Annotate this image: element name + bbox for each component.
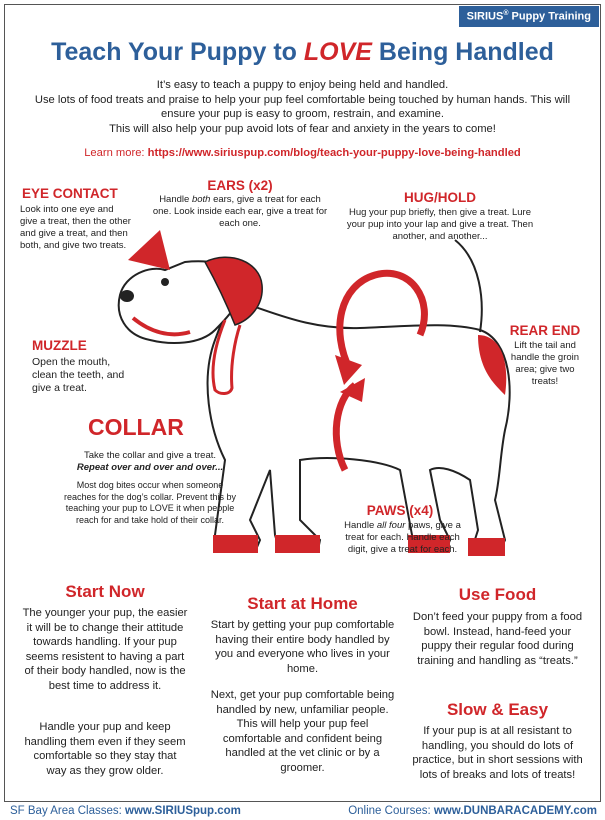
learn-more-label: Learn more: xyxy=(84,147,148,159)
paw-front-left-icon xyxy=(213,535,258,553)
brand-tagline: Puppy Training xyxy=(511,10,591,23)
start-now-p2: Handle your pup and keep handling them even if they seem comfortable so they stay that way as they grow older. xyxy=(24,721,186,777)
use-food-title: Use Food xyxy=(458,585,537,604)
eye-contact-title: EYE CONTACT xyxy=(22,186,118,201)
rear-end-text: Lift the tail and handle the groin area; give two treats! xyxy=(510,340,580,387)
ears-text-emph: both xyxy=(191,194,211,205)
ears-text-a: Handle xyxy=(159,194,192,205)
start-home-title: Start at Home xyxy=(247,594,358,613)
footer-right-label: Online Courses: xyxy=(348,805,434,817)
ears-text xyxy=(150,194,330,230)
brand-name: SIRIUS xyxy=(466,10,504,23)
intro-line-2: Use lots of food treats and praise to help your pup feel comfortable being touched by human hands. This will ensure your pup is easy to groom, restrain, and examine. xyxy=(34,93,571,120)
footer-left-label: SF Bay Area Classes: xyxy=(10,805,126,817)
title-emphasis: LOVE xyxy=(303,38,372,66)
start-home-p2: Next, get your pup comfortable being handled by new, unfamiliar people. This will help your pup feel comfortable and confident being handled at the vet clinic or by a groomer. xyxy=(210,689,395,774)
collar-line-1: Take the collar and give a treat. xyxy=(83,450,217,461)
paws-text-a: Handle xyxy=(344,520,377,531)
footer-right-link[interactable]: www.DUNBARACADEMY.com xyxy=(433,805,597,817)
footer-left-link[interactable]: www.SIRIUSpup.com xyxy=(125,805,241,817)
start-now-title: Start Now xyxy=(65,582,145,601)
collar-text: Most dog bites occur when someone reaches for the dog’s collar. Prevent this by teaching your pup to LOVE it when people reach for and take hold of their collar. xyxy=(64,480,236,525)
paws-text-emph: all four xyxy=(376,520,406,531)
intro-line-3: This will also help your pup avoid lots of fear and anxiety in the years to come! xyxy=(109,122,496,135)
registered-mark: ® xyxy=(503,10,509,17)
footer-right xyxy=(348,805,597,817)
paw-back-right-icon xyxy=(468,538,505,556)
puppy-tail-icon xyxy=(455,240,482,332)
puppy-nose-icon xyxy=(120,290,134,302)
start-now-p1: The younger your pup, the easier it will be to change their attitude towards handling. If your pup seems resistent to having a part of their body handled, now is the best time to address it. xyxy=(22,607,188,692)
eye-arrow-icon xyxy=(128,230,170,270)
paw-front-right-icon xyxy=(275,535,320,553)
hug-text: Hug your pup briefly, then give a treat. Lure your pup into your lap and give a treat. Then another, and another... xyxy=(346,207,534,242)
paws-text-b: paws, xyxy=(405,520,433,531)
ears-title: EARS (x2) xyxy=(207,178,273,193)
rear-end-title: REAR END xyxy=(509,323,581,338)
paws-text xyxy=(340,520,465,556)
paws-text-rest: give a treat for each. Handle each digit, give a treat for each. xyxy=(345,520,461,555)
title-before: Teach Your Puppy to xyxy=(51,38,304,66)
collar-line-2: Repeat over and over and over... xyxy=(76,462,224,473)
intro-line-1: It’s easy to teach a puppy to enjoy being held and handled. xyxy=(156,79,449,91)
footer-left xyxy=(10,805,241,817)
muzzle-title: MUZZLE xyxy=(32,338,87,353)
puppy-eye-icon xyxy=(161,278,169,286)
muzzle-text: Open the mouth, clean the teeth, and give a treat. xyxy=(32,356,125,394)
paws-title: PAWS (x4) xyxy=(366,503,434,518)
slow-easy-title: Slow & Easy xyxy=(446,700,549,719)
ears-text-b: ears, xyxy=(210,194,235,205)
start-home-p1: Start by getting your pup comfortable having their entire body handled by you and everyone who lives in your home. xyxy=(210,619,395,675)
title-after: Being Handled xyxy=(371,38,554,66)
use-food-text: Don’t feed your puppy from a food bowl. Instead, hand-feed your puppy their regular food during training and handling as “treats.” xyxy=(412,611,583,667)
learn-more-link[interactable]: https://www.siriuspup.com/blog/teach-your-puppy-love-being-handled xyxy=(147,147,521,159)
eye-contact-text: Look into one eye and give a treat, then the other and give a treat, and then both, and give two treats. xyxy=(20,204,131,251)
slow-easy-text: If your pup is at all resistant to handling, you should do lots of practice, but in short sessions with lots of breaks and lots of treats! xyxy=(412,725,583,781)
collar-title: COLLAR xyxy=(88,414,184,440)
hug-title: HUG/HOLD xyxy=(404,190,476,205)
ears-text-rest: give a treat for each one. Look inside each ear, give a treat for each one. xyxy=(152,194,328,229)
